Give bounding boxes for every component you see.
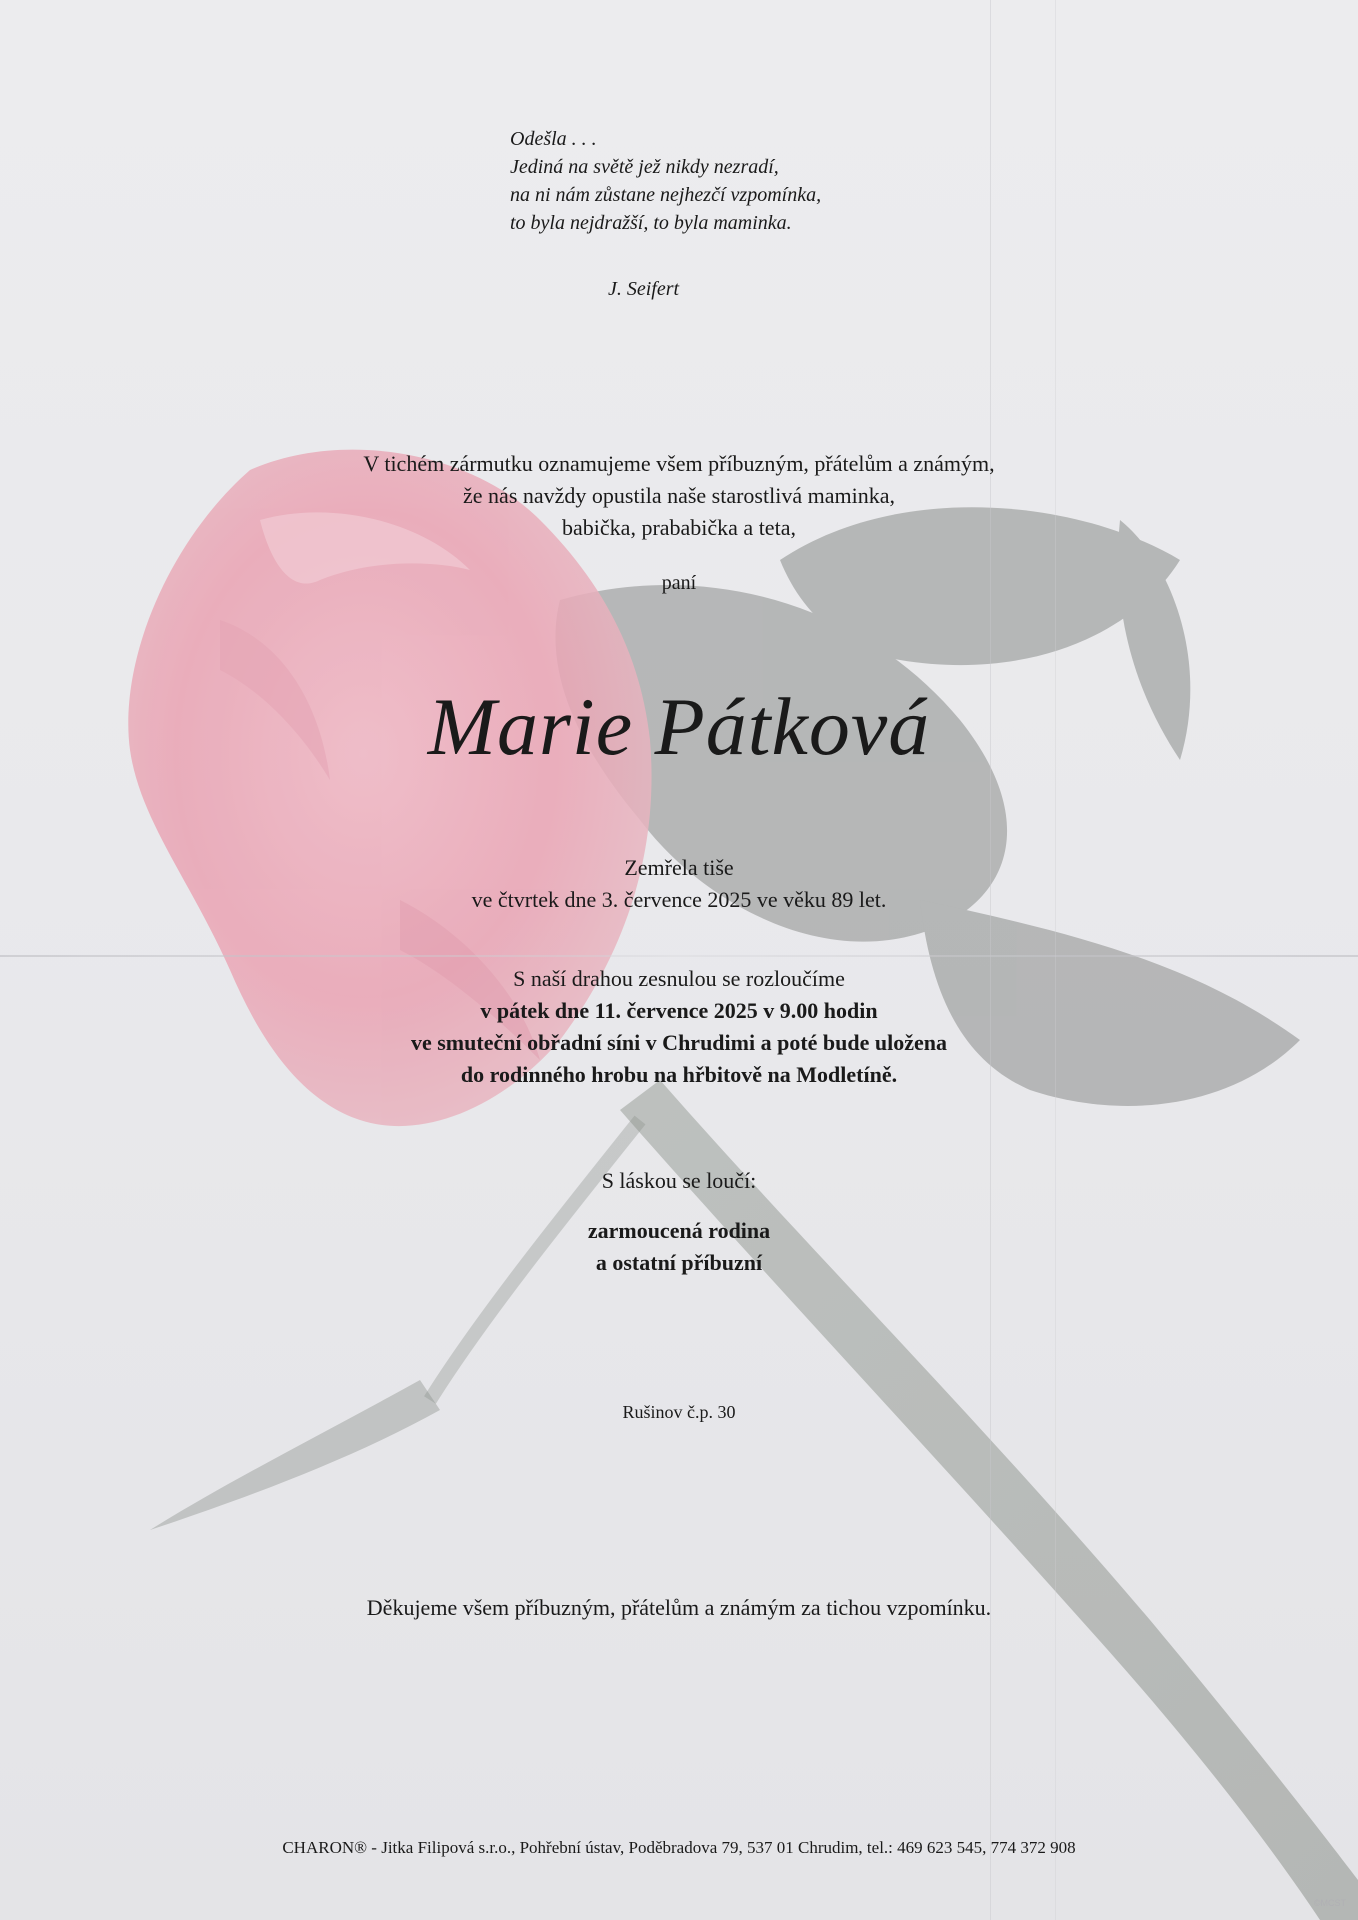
death-line: Zemřela tiše bbox=[624, 855, 734, 880]
farewell-intro: S naší drahou zesnulou se rozloučíme bbox=[513, 966, 845, 991]
farewell-info bbox=[0, 963, 1358, 1091]
farewell-detail-line: ve smuteční obřadní síni v Chrudimi a poté bude uložena bbox=[410, 1030, 947, 1055]
poem-line: to byla nejdražší, to byla maminka. bbox=[510, 212, 792, 234]
farewell-detail-line: do rodinného hrobu na hřbitově na Modletíně. bbox=[460, 1062, 898, 1087]
watermark: ©MCST bbox=[1313, 1898, 1346, 1908]
death-line: ve čtvrtek dne 3. července 2025 ve věku 89 let. bbox=[471, 887, 887, 912]
family-signature bbox=[0, 1215, 1358, 1279]
thanks-line: Děkujeme všem příbuzným, přátelům a známým za tichou vzpomínku. bbox=[366, 1595, 992, 1620]
announcement-line: babička, prababička a teta, bbox=[562, 515, 796, 540]
farewell-detail-line: v pátek dne 11. července 2025 v 9.00 hodin bbox=[480, 998, 878, 1023]
title-word: paní bbox=[661, 572, 697, 594]
poem-line: Odešla . . . bbox=[510, 128, 597, 150]
poem-line: na ni nám zůstane nejhezčí vzpomínka, bbox=[510, 184, 822, 206]
deceased-name: Marie Pátková bbox=[427, 681, 931, 772]
funeral-service-footer: CHARON® - Jitka Filipová s.r.o., Pohřební ústav, Poděbradova 79, 537 01 Chrudim, tel.: 469 623 545, 774 372 908 bbox=[282, 1838, 1076, 1857]
family-line: zarmoucená rodina bbox=[587, 1218, 771, 1243]
poem-line: Jediná na světě jež nikdy nezradí, bbox=[510, 156, 779, 178]
address: Rušinov č.p. 30 bbox=[622, 1402, 736, 1422]
announcement-line: V tichém zármutku oznamujeme všem příbuzným, přátelům a známým, bbox=[363, 451, 995, 476]
family-line: a ostatní příbuzní bbox=[595, 1250, 763, 1275]
announcement bbox=[0, 448, 1358, 544]
with-love-heading: S láskou se loučí: bbox=[601, 1168, 757, 1193]
death-info bbox=[0, 852, 1358, 916]
poem bbox=[510, 125, 821, 237]
announcement-line: že nás navždy opustila naše starostlivá maminka, bbox=[463, 483, 895, 508]
poem-author: J. Seifert bbox=[608, 278, 680, 300]
